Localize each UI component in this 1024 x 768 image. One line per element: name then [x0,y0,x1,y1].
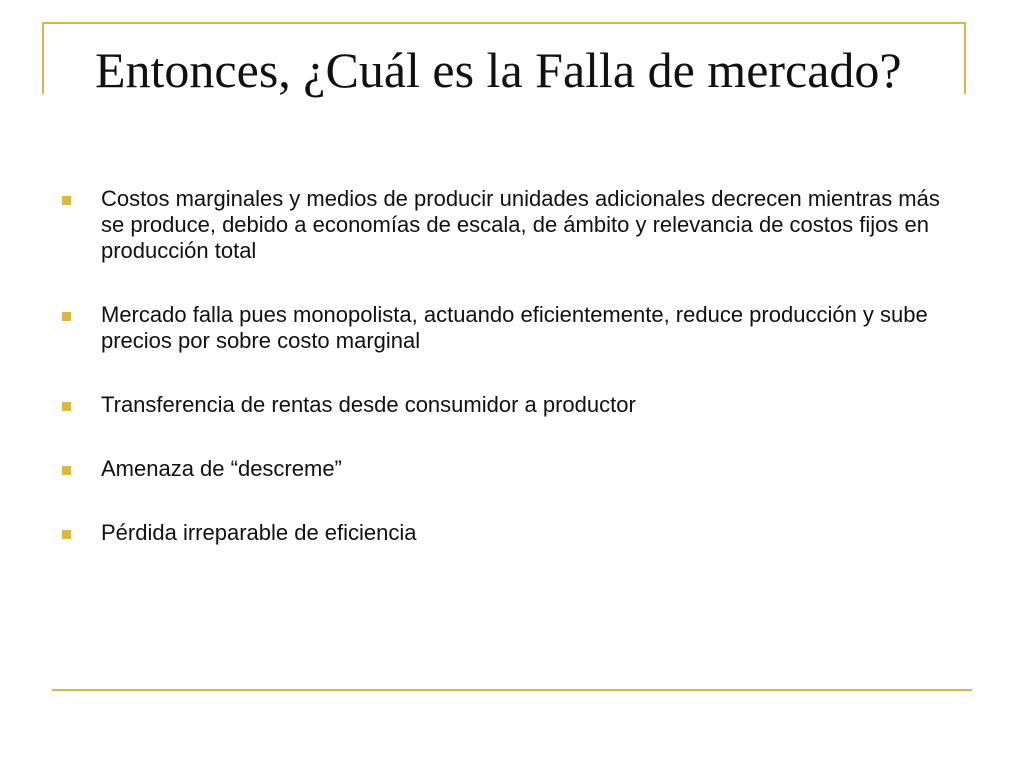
slide-title: Entonces, ¿Cuál es la Falla de mercado? [95,42,902,98]
bullet-item [62,302,942,354]
bullet-text: Mercado falla pues monopolista, actuando eficientemente, reduce producción y sube precios por sobre costo marginal [101,302,928,353]
square-bullet-icon [62,466,71,475]
square-bullet-icon [62,530,71,539]
title-frame-right-rule [964,22,966,94]
bullet-text: Costos marginales y medios de producir unidades adicionales decrecen mientras más se produce, debido a economías de escala, de ámbito y relevancia de costos fijos en producción total [101,186,940,263]
bullet-item [62,520,942,546]
bullet-item [62,186,942,264]
footer-rule [52,689,972,691]
square-bullet-icon [62,196,71,205]
bullet-item [62,392,942,418]
bullet-text: Pérdida irreparable de eficiencia [101,520,417,545]
title-frame-top-rule [42,22,966,24]
bullet-list [62,186,942,584]
square-bullet-icon [62,402,71,411]
bullet-item [62,456,942,482]
bullet-text: Transferencia de rentas desde consumidor a productor [101,392,636,417]
title-frame-left-rule [42,22,44,94]
bullet-text: Amenaza de “descreme” [101,456,342,481]
square-bullet-icon [62,312,71,321]
